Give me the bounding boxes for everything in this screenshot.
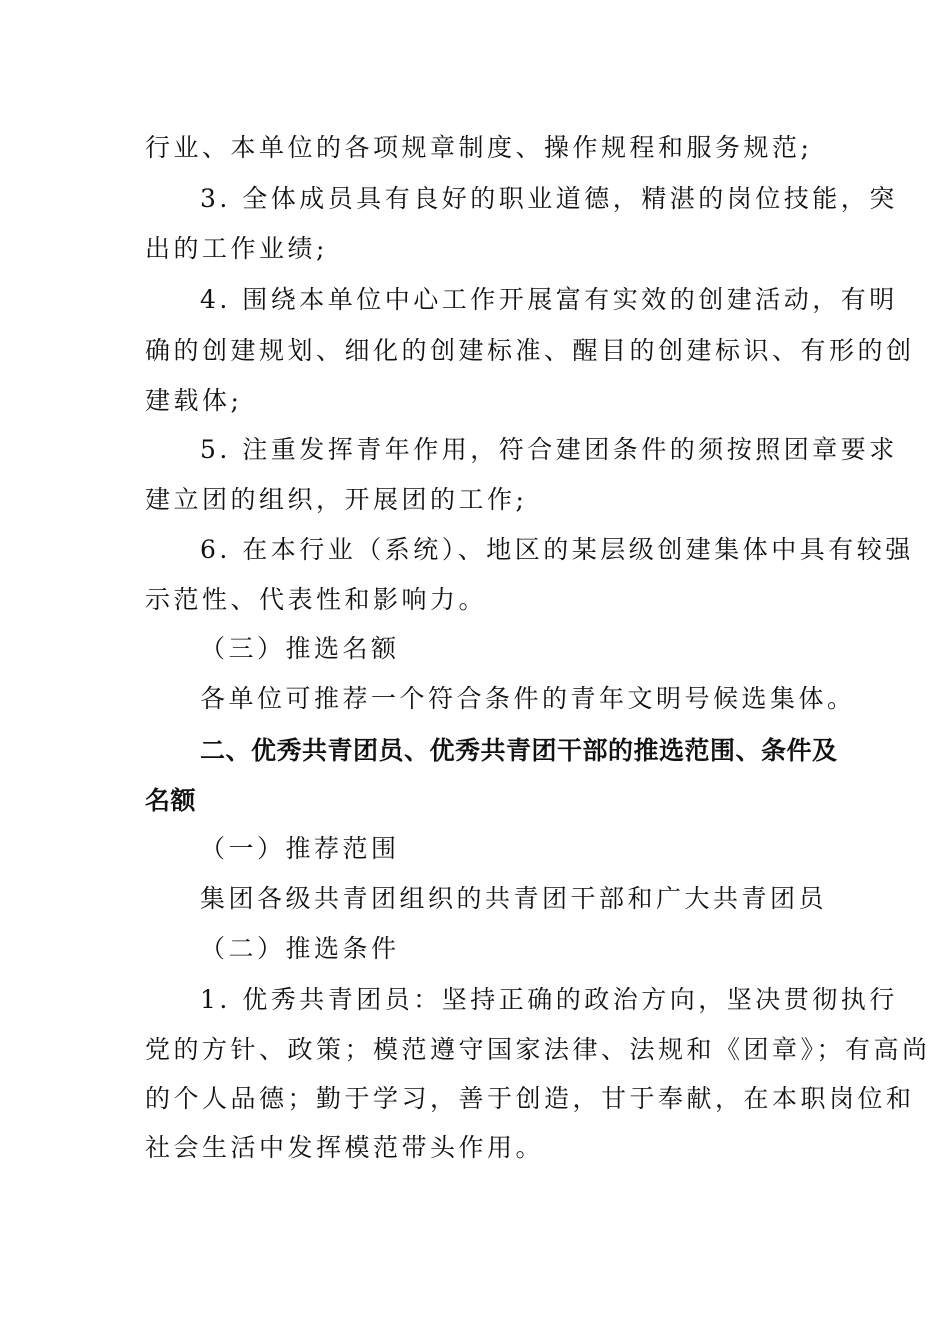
section-subheading: （三）推选名额: [200, 634, 400, 663]
paragraph-line: 行业、本单位的各项规章制度、操作规程和服务规范;: [145, 133, 813, 162]
paragraph-line: 的个人品德；勤于学习，善于创造，甘于奉献，在本职岗位和: [145, 1084, 915, 1113]
section-heading-continued: 名额: [145, 786, 197, 815]
paragraph-line: 社会生活中发挥模范带头作用。: [145, 1133, 545, 1162]
section-heading: 二、优秀共青团员、优秀共青团干部的推选范围、条件及: [200, 736, 838, 765]
paragraph-line: 确的创建规划、细化的创建标准、醒目的创建标识、有形的创: [145, 336, 915, 365]
section-subheading: （一）推荐范围: [200, 834, 400, 863]
list-item-4: 4. 围绕本单位中心工作开展富有实效的创建活动，有明: [200, 285, 898, 314]
list-item-3: 3. 全体成员具有良好的职业道德，精湛的岗位技能，突: [200, 184, 898, 213]
list-item-6: 6. 在本行业（系统）、地区的某层级创建集体中具有较强: [200, 535, 914, 564]
paragraph-line: 示范性、代表性和影响力。: [145, 585, 488, 614]
paragraph-line: 集团各级共青团组织的共青团干部和广大共青团员: [200, 884, 828, 913]
list-item-1: 1. 优秀共青团员：坚持正确的政治方向，坚决贯彻执行: [200, 985, 898, 1014]
section-subheading: （二）推选条件: [200, 934, 400, 963]
paragraph-line: 建载体;: [145, 386, 243, 415]
paragraph-line: 党的方针、政策；模范遵守国家法律、法规和《团章》；有高尚: [145, 1035, 931, 1064]
list-item-5: 5. 注重发挥青年作用，符合建团条件的须按照团章要求: [200, 435, 898, 464]
paragraph-line: 出的工作业绩;: [145, 234, 328, 263]
paragraph-line: 建立团的组织，开展团的工作;: [145, 485, 528, 514]
paragraph-line: 各单位可推荐一个符合条件的青年文明号候选集体。: [200, 684, 856, 713]
